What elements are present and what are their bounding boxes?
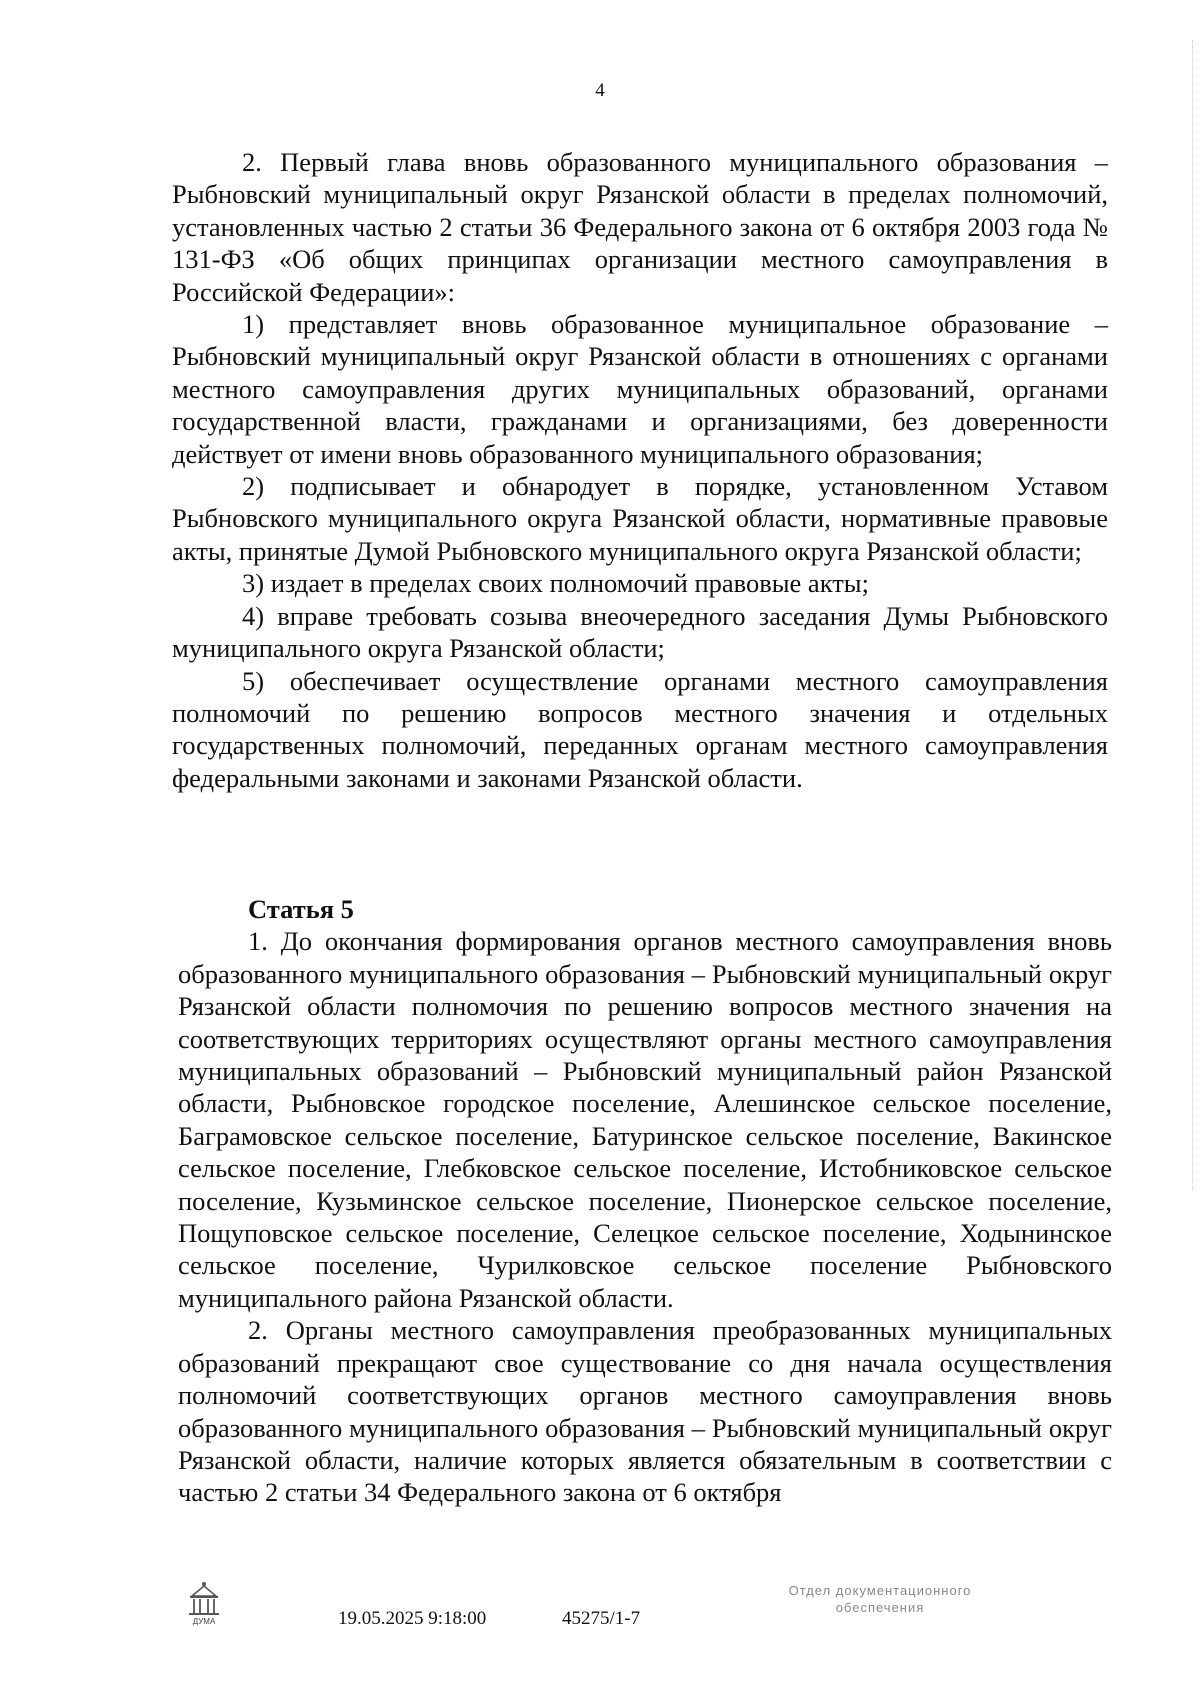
paragraph-a-5: 5) обеспечивает осуществление органами местного самоуправления полномочий по решению вопросов местного значения и отдельных государственных полномочий, переданных органам местного самоуправления федеральными законами и законами Рязанской области.	[172, 665, 1108, 793]
paragraph-a-0: 2. Первый глава вновь образованного муниципального образования – Рыбновский муниципальный округ Рязанской области в пределах полномочий, установленных частью 2 статьи 36 Федерального закона от 6 октября 2003 года № 131-ФЗ «Об общих принципах организации местного самоуправления в Российской Федерации»:	[172, 147, 1108, 307]
stamp-line-1: Отдел документационного	[788, 1583, 972, 1598]
paragraph-a-3: 3) издает в пределах своих полномочий правовые акты;	[242, 568, 869, 599]
stamp-line-2: обеспечения	[835, 1600, 925, 1615]
page-number: 4	[595, 80, 605, 101]
department-stamp	[735, 1582, 1025, 1616]
duma-logo-icon	[186, 1580, 222, 1626]
paragraph-b-0: 1. До окончания формирования органов местного самоуправления вновь образованного муниципального образования – Рыбновский муниципальный округ Рязанской области полномочия по решению вопросов местного значения на соответствующих территориях осуществляют органы местного самоуправления муниципальных образований – Рыбновский муниципальный район Рязанской области, Рыбновское городское поселение, Алешинское сельское поселение, Баграмовское сельское поселение, Батуринское сельское поселение, Вакинское сельское поселение, Глебковское сельское поселение, Истобниковское сельское поселение, Кузьминское сельское поселение, Пионерское сельское поселение, Пощуповское сельское поселение, Селецкое сельское поселение, Ходынинское сельское поселение, Чурилковское сельское поселение Рыбновского муниципального района Рязанской области.	[178, 926, 1112, 1313]
paragraph-a-2: 2) подписывает и обнародует в порядке, установленном Уставом Рыбновского муниципального округа Рязанской области, нормативные правовые акты, принятые Думой Рыбновского муниципального округа Рязанской области;	[172, 471, 1108, 566]
article-title: Статья 5	[248, 894, 354, 924]
logo-text: ДУМА	[192, 1617, 216, 1626]
paragraph-a-4: 4) вправе требовать созыва внеочередного заседания Думы Рыбновского муниципального округа Рязанской области;	[172, 600, 1108, 664]
paragraph-b-1: 2. Органы местного самоуправления преобразованных муниципальных образований прекращают свое существование со дня начала осуществления полномочий соответствующих органов местного самоуправления вновь образованного муниципального образования – Рыбновский муниципальный округ Рязанской области, наличие которых является обязательным в соответствии с частью 2 статьи 34 Федерального закона от 6 октября	[178, 1315, 1112, 1508]
article-5	[178, 893, 1112, 1509]
section-a	[172, 146, 1108, 794]
scan-edge-artifact	[1192, 40, 1196, 1190]
footer-timestamp: 19.05.2025 9:18:00	[338, 1608, 487, 1629]
footer-doc-number: 45275/1-7	[562, 1608, 641, 1629]
paragraph-a-1: 1) представляет вновь образованное муниципальное образование – Рыбновский муниципальный округ Рязанской области в отношениях с органами местного самоуправления других муниципальных образований, органами государственной власти, гражданами и организациями, без доверенности действует от имени вновь образованного муниципального образования;	[172, 309, 1108, 469]
